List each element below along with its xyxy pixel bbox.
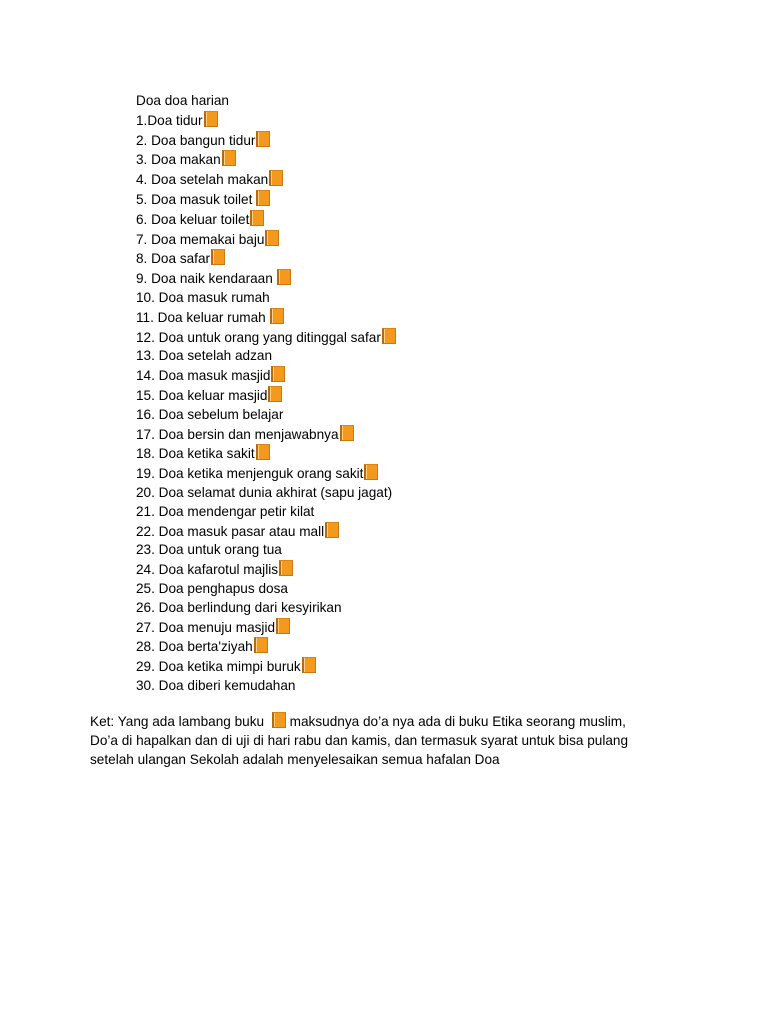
list-item — [136, 230, 396, 250]
book-icon — [340, 425, 354, 441]
book-icon — [276, 618, 290, 634]
list-item — [136, 386, 396, 406]
book-icon — [270, 308, 284, 324]
list-item-text: 1.Doa tidur — [136, 112, 203, 128]
book-icon — [382, 328, 396, 344]
list-item — [136, 425, 396, 445]
list-item-text: 19. Doa ketika menjenguk orang sakit — [136, 466, 364, 482]
list-item — [136, 150, 396, 170]
list-item-text: 17. Doa bersin dan menjawabnya — [136, 426, 339, 442]
list-item — [136, 406, 396, 425]
book-icon — [279, 560, 293, 576]
book-icon — [269, 170, 283, 186]
book-icon — [265, 230, 279, 246]
list-item — [136, 308, 396, 328]
note-line-2: Do’a di hapalkan dan di uji di hari rabu dan kamis, dan termasuk syarat untuk bisa pulang — [90, 733, 629, 748]
note-prefix: Ket: Yang ada lambang buku — [90, 714, 265, 729]
book-icon — [277, 269, 291, 285]
list-item — [136, 347, 396, 366]
book-icon — [222, 150, 236, 166]
book-icon — [204, 111, 218, 127]
book-icon — [364, 464, 378, 480]
list-item-text: 6. Doa keluar toilet — [136, 211, 250, 227]
list-item-text: 3. Doa makan — [136, 152, 221, 168]
book-icon — [272, 712, 286, 728]
list-item-text: 15. Doa keluar masjid — [136, 387, 268, 403]
list-item-text: 13. Doa setelah adzan — [136, 348, 273, 364]
list-item-text: 14. Doa masuk masjid — [136, 368, 271, 384]
list-item — [136, 444, 396, 464]
list-item-text: 30. Doa diberi kemudahan — [136, 677, 296, 693]
list-item-text: 29. Doa ketika mimpi buruk — [136, 659, 301, 675]
list-item-text: 12. Doa untuk orang yang ditinggal safar — [136, 329, 381, 345]
note-line-1 — [90, 712, 690, 731]
list-item — [136, 131, 396, 151]
book-icon — [256, 444, 270, 460]
list-item — [136, 190, 396, 210]
doa-list — [136, 92, 396, 696]
list-item — [136, 464, 396, 484]
list-item — [136, 111, 396, 131]
list-item-text: 11. Doa keluar rumah — [136, 309, 266, 325]
list-item-text: 16. Doa sebelum belajar — [136, 406, 284, 422]
list-item — [136, 657, 396, 677]
list-item-text: 9. Doa naik kendaraan — [136, 271, 273, 287]
list-item-text: 20. Doa selamat dunia akhirat (sapu jagat) — [136, 484, 393, 500]
list-item-text: 25. Doa penghapus dosa — [136, 580, 288, 596]
book-icon — [211, 249, 225, 265]
list-item — [136, 366, 396, 386]
list-item — [136, 580, 396, 599]
list-item — [136, 170, 396, 190]
book-icon — [302, 657, 316, 673]
list-item — [136, 328, 396, 348]
list-item — [136, 522, 396, 542]
list-item-text: 10. Doa masuk rumah — [136, 289, 270, 305]
list-item-text: 7. Doa memakai baju — [136, 231, 265, 247]
book-icon — [250, 210, 264, 226]
list-item — [136, 289, 396, 308]
list-item — [136, 677, 396, 696]
note-suffix: maksudnya do’a nya ada di buku Etika seorang muslim, — [289, 714, 626, 729]
list-item — [136, 560, 396, 580]
list-item-text: 4. Doa setelah makan — [136, 172, 269, 188]
book-icon — [254, 637, 268, 653]
list-item — [136, 618, 396, 638]
book-icon — [325, 522, 339, 538]
list-item — [136, 484, 396, 503]
list-item-text: 24. Doa kafarotul majlis — [136, 562, 279, 578]
note-line-3: setelah ulangan Sekolah adalah menyelesaikan semua hafalan Doa — [90, 752, 500, 767]
list-item — [136, 249, 396, 269]
list-item — [136, 269, 396, 289]
note-paragraph — [90, 712, 690, 769]
list-item-text: 21. Doa mendengar petir kilat — [136, 503, 315, 519]
list-item-text: 5. Doa masuk toilet — [136, 191, 253, 207]
list-item-text: 2. Doa bangun tidur — [136, 132, 256, 148]
list-item-text: 22. Doa masuk pasar atau mall — [136, 523, 325, 539]
list-item — [136, 210, 396, 230]
book-icon — [268, 386, 282, 402]
list-item-text: 27. Doa menuju masjid — [136, 619, 276, 635]
book-icon — [256, 190, 270, 206]
list-item — [136, 541, 396, 560]
list-item — [136, 599, 396, 618]
list-item-text: 23. Doa untuk orang tua — [136, 542, 282, 558]
list-item-text: 18. Doa ketika sakit — [136, 446, 255, 462]
book-icon — [256, 131, 270, 147]
doa-items — [136, 111, 396, 696]
book-icon — [271, 366, 285, 382]
list-item-text: 26. Doa berlindung dari kesyirikan — [136, 599, 342, 615]
list-item-text: 8. Doa safar — [136, 251, 211, 267]
list-title: Doa doa harian — [136, 93, 229, 108]
list-item — [136, 503, 396, 522]
list-item — [136, 637, 396, 657]
list-item-text: 28. Doa berta'ziyah — [136, 639, 253, 655]
